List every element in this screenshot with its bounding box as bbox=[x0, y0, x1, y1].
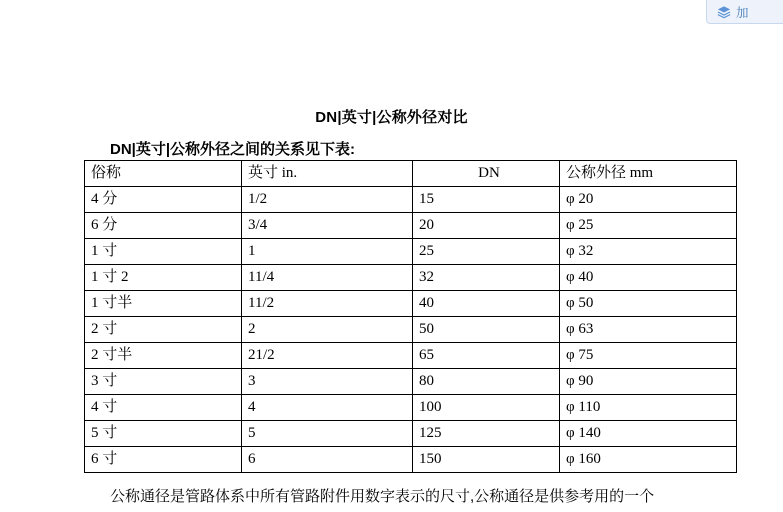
cell-dn: 15 bbox=[413, 187, 560, 213]
table-row bbox=[85, 239, 737, 265]
cell-dn: 80 bbox=[413, 369, 560, 395]
table-row bbox=[85, 421, 737, 447]
cell-dn: 100 bbox=[413, 395, 560, 421]
cell-name: 1 寸 2 bbox=[85, 265, 242, 291]
cell-inch: 1/2 bbox=[242, 187, 413, 213]
table-row bbox=[85, 343, 737, 369]
cell-od: φ 90 bbox=[560, 369, 737, 395]
cell-name: 1 寸 bbox=[85, 239, 242, 265]
cell-name: 4 寸 bbox=[85, 395, 242, 421]
table-header-cell: 俗称 bbox=[85, 161, 242, 187]
cell-od: φ 160 bbox=[560, 447, 737, 473]
dn-comparison-table bbox=[84, 160, 737, 473]
intro-paragraph: DN|英寸|公称外径之间的关系见下表: bbox=[110, 141, 356, 158]
cell-dn: 150 bbox=[413, 447, 560, 473]
cell-dn: 125 bbox=[413, 421, 560, 447]
footer-paragraph: 公称通径是管路体系中所有管路附件用数字表示的尺寸,公称通径是供参考用的一个 bbox=[110, 488, 655, 505]
table-row bbox=[85, 369, 737, 395]
cell-od: φ 32 bbox=[560, 239, 737, 265]
cell-inch: 11/4 bbox=[242, 265, 413, 291]
cell-inch: 3 bbox=[242, 369, 413, 395]
table-header-cell: DN bbox=[413, 161, 560, 187]
cell-inch: 11/2 bbox=[242, 291, 413, 317]
table-header-row bbox=[85, 161, 737, 187]
cell-od: φ 40 bbox=[560, 265, 737, 291]
cell-name: 6 寸 bbox=[85, 447, 242, 473]
cell-inch: 21/2 bbox=[242, 343, 413, 369]
cell-name: 3 寸 bbox=[85, 369, 242, 395]
add-button-label: 加 bbox=[736, 5, 749, 20]
page-title: DN|英寸|公称外径对比 bbox=[315, 109, 468, 126]
cell-od: φ 50 bbox=[560, 291, 737, 317]
cell-name: 6 分 bbox=[85, 213, 242, 239]
cell-name: 1 寸半 bbox=[85, 291, 242, 317]
cell-dn: 32 bbox=[413, 265, 560, 291]
cell-inch: 3/4 bbox=[242, 213, 413, 239]
table-body bbox=[85, 161, 737, 473]
cell-name: 5 寸 bbox=[85, 421, 242, 447]
cell-od: φ 140 bbox=[560, 421, 737, 447]
cell-dn: 65 bbox=[413, 343, 560, 369]
table-row bbox=[85, 213, 737, 239]
cell-inch: 6 bbox=[242, 447, 413, 473]
cell-od: φ 25 bbox=[560, 213, 737, 239]
cell-name: 2 寸半 bbox=[85, 343, 242, 369]
cell-dn: 50 bbox=[413, 317, 560, 343]
cell-od: φ 63 bbox=[560, 317, 737, 343]
cell-inch: 2 bbox=[242, 317, 413, 343]
table-row bbox=[85, 395, 737, 421]
table-row bbox=[85, 187, 737, 213]
cell-dn: 40 bbox=[413, 291, 560, 317]
cell-inch: 4 bbox=[242, 395, 413, 421]
cell-inch: 5 bbox=[242, 421, 413, 447]
cell-dn: 25 bbox=[413, 239, 560, 265]
cell-name: 4 分 bbox=[85, 187, 242, 213]
cell-name: 2 寸 bbox=[85, 317, 242, 343]
table-row bbox=[85, 317, 737, 343]
table-header-cell: 英寸 in. bbox=[242, 161, 413, 187]
table-row bbox=[85, 265, 737, 291]
table-row bbox=[85, 447, 737, 473]
cell-inch: 1 bbox=[242, 239, 413, 265]
cell-od: φ 110 bbox=[560, 395, 737, 421]
cell-od: φ 75 bbox=[560, 343, 737, 369]
table-header-cell: 公称外径 mm bbox=[560, 161, 737, 187]
cell-dn: 20 bbox=[413, 213, 560, 239]
cell-od: φ 20 bbox=[560, 187, 737, 213]
table-row bbox=[85, 291, 737, 317]
